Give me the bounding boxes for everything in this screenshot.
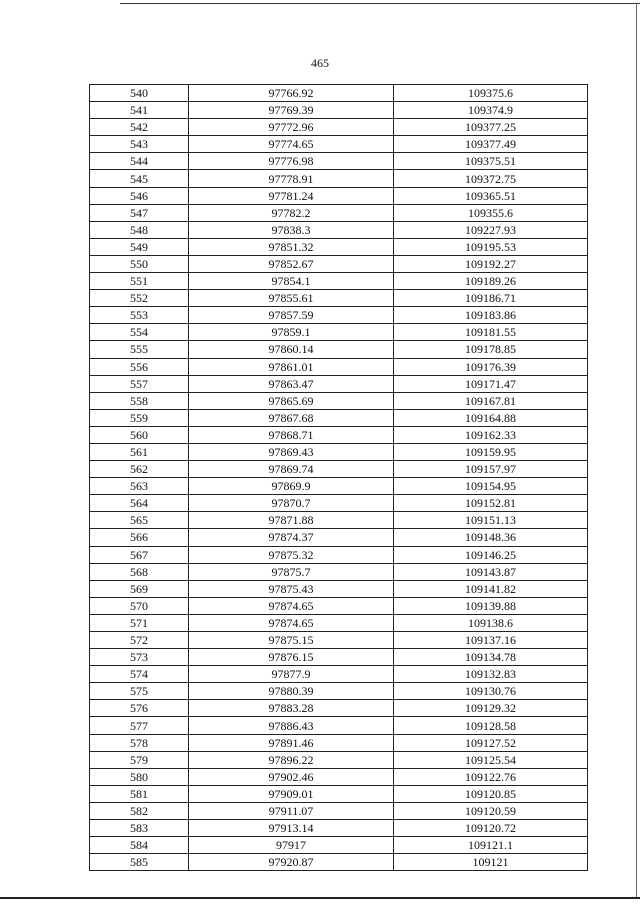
y-coordinate-cell: 109132.83 [394,666,588,683]
x-coordinate-cell: 97774.65 [189,136,394,153]
x-coordinate-cell: 97855.61 [189,290,394,307]
table-row [90,666,588,683]
point-number-cell: 556 [90,358,189,375]
x-coordinate-cell: 97869.9 [189,478,394,495]
table-row [90,751,588,768]
y-coordinate-cell: 109372.75 [394,170,588,187]
table-row [90,307,588,324]
point-number-cell: 558 [90,392,189,409]
table-row [90,153,588,170]
y-coordinate-cell: 109134.78 [394,649,588,666]
x-coordinate-cell: 97859.1 [189,324,394,341]
y-coordinate-cell: 109171.47 [394,375,588,392]
table-row [90,102,588,119]
point-number-cell: 557 [90,375,189,392]
table-row [90,734,588,751]
point-number-cell: 563 [90,478,189,495]
right-border-line [636,3,637,898]
x-coordinate-cell: 97886.43 [189,717,394,734]
point-number-cell: 546 [90,187,189,204]
point-number-cell: 568 [90,563,189,580]
point-number-cell: 584 [90,837,189,854]
y-coordinate-cell: 109377.49 [394,136,588,153]
x-coordinate-cell: 97875.32 [189,546,394,563]
table-row [90,136,588,153]
table-row [90,580,588,597]
table-row [90,546,588,563]
x-coordinate-cell: 97875.7 [189,563,394,580]
x-coordinate-cell: 97875.15 [189,632,394,649]
y-coordinate-cell: 109151.13 [394,512,588,529]
point-number-cell: 573 [90,649,189,666]
table-row [90,341,588,358]
y-coordinate-cell: 109129.32 [394,700,588,717]
y-coordinate-cell: 109375.6 [394,85,588,102]
point-number-cell: 570 [90,597,189,614]
x-coordinate-cell: 97778.91 [189,170,394,187]
point-number-cell: 566 [90,529,189,546]
table-row [90,563,588,580]
table-row [90,649,588,666]
table-row [90,683,588,700]
y-coordinate-cell: 109183.86 [394,307,588,324]
point-number-cell: 579 [90,751,189,768]
x-coordinate-cell: 97860.14 [189,341,394,358]
x-coordinate-cell: 97891.46 [189,734,394,751]
point-number-cell: 577 [90,717,189,734]
x-coordinate-cell: 97851.32 [189,238,394,255]
table-row [90,512,588,529]
point-number-cell: 582 [90,802,189,819]
x-coordinate-cell: 97880.39 [189,683,394,700]
x-coordinate-cell: 97876.15 [189,649,394,666]
x-coordinate-cell: 97857.59 [189,307,394,324]
y-coordinate-cell: 109148.36 [394,529,588,546]
y-coordinate-cell: 109154.95 [394,478,588,495]
x-coordinate-cell: 97917 [189,837,394,854]
table-row [90,358,588,375]
y-coordinate-cell: 109128.58 [394,717,588,734]
point-number-cell: 540 [90,85,189,102]
table-row [90,324,588,341]
table-row [90,597,588,614]
point-number-cell: 571 [90,614,189,631]
table-row [90,802,588,819]
x-coordinate-cell: 97782.2 [189,204,394,221]
table-row [90,837,588,854]
table-row [90,785,588,802]
table-row [90,221,588,238]
x-coordinate-cell: 97913.14 [189,820,394,837]
y-coordinate-cell: 109120.85 [394,785,588,802]
y-coordinate-cell: 109143.87 [394,563,588,580]
table-row [90,409,588,426]
point-number-cell: 562 [90,461,189,478]
y-coordinate-cell: 109186.71 [394,290,588,307]
y-coordinate-cell: 109365.51 [394,187,588,204]
point-number-cell: 545 [90,170,189,187]
point-number-cell: 560 [90,426,189,443]
x-coordinate-cell: 97838.3 [189,221,394,238]
y-coordinate-cell: 109121.1 [394,837,588,854]
point-number-cell: 552 [90,290,189,307]
y-coordinate-cell: 109195.53 [394,238,588,255]
table-row [90,854,588,871]
x-coordinate-cell: 97874.37 [189,529,394,546]
table-row [90,495,588,512]
table-row [90,255,588,272]
table-row [90,187,588,204]
table-row [90,119,588,136]
x-coordinate-cell: 97766.92 [189,85,394,102]
x-coordinate-cell: 97896.22 [189,751,394,768]
coordinate-table-body [90,85,588,871]
point-number-cell: 543 [90,136,189,153]
y-coordinate-cell: 109139.88 [394,597,588,614]
point-number-cell: 565 [90,512,189,529]
point-number-cell: 549 [90,238,189,255]
x-coordinate-cell: 97871.88 [189,512,394,529]
y-coordinate-cell: 109192.27 [394,255,588,272]
y-coordinate-cell: 109137.16 [394,632,588,649]
point-number-cell: 569 [90,580,189,597]
table-row [90,478,588,495]
table-row [90,700,588,717]
table-row [90,820,588,837]
x-coordinate-cell: 97902.46 [189,768,394,785]
point-number-cell: 580 [90,768,189,785]
table-row [90,238,588,255]
point-number-cell: 559 [90,409,189,426]
y-coordinate-cell: 109146.25 [394,546,588,563]
table-row [90,375,588,392]
y-coordinate-cell: 109157.97 [394,461,588,478]
table-row [90,768,588,785]
page-number: 465 [311,56,329,70]
x-coordinate-cell: 97870.7 [189,495,394,512]
top-border-line [120,3,640,4]
x-coordinate-cell: 97875.43 [189,580,394,597]
table-row [90,85,588,102]
point-number-cell: 551 [90,273,189,290]
x-coordinate-cell: 97776.98 [189,153,394,170]
y-coordinate-cell: 109120.72 [394,820,588,837]
x-coordinate-cell: 97883.28 [189,700,394,717]
x-coordinate-cell: 97769.39 [189,102,394,119]
point-number-cell: 564 [90,495,189,512]
x-coordinate-cell: 97874.65 [189,614,394,631]
x-coordinate-cell: 97909.01 [189,785,394,802]
point-number-cell: 553 [90,307,189,324]
y-coordinate-cell: 109121 [394,854,588,871]
x-coordinate-cell: 97852.67 [189,255,394,272]
table-row [90,273,588,290]
x-coordinate-cell: 97868.71 [189,426,394,443]
y-coordinate-cell: 109167.81 [394,392,588,409]
y-coordinate-cell: 109120.59 [394,802,588,819]
y-coordinate-cell: 109374.9 [394,102,588,119]
y-coordinate-cell: 109130.76 [394,683,588,700]
y-coordinate-cell: 109125.54 [394,751,588,768]
point-number-cell: 578 [90,734,189,751]
y-coordinate-cell: 109375.51 [394,153,588,170]
y-coordinate-cell: 109164.88 [394,409,588,426]
point-number-cell: 561 [90,443,189,460]
table-row [90,632,588,649]
y-coordinate-cell: 109355.6 [394,204,588,221]
x-coordinate-cell: 97781.24 [189,187,394,204]
table-row [90,529,588,546]
x-coordinate-cell: 97854.1 [189,273,394,290]
y-coordinate-cell: 109377.25 [394,119,588,136]
x-coordinate-cell: 97911.07 [189,802,394,819]
point-number-cell: 581 [90,785,189,802]
x-coordinate-cell: 97772.96 [189,119,394,136]
y-coordinate-cell: 109178.85 [394,341,588,358]
x-coordinate-cell: 97874.65 [189,597,394,614]
x-coordinate-cell: 97867.68 [189,409,394,426]
table-row [90,290,588,307]
x-coordinate-cell: 97869.43 [189,443,394,460]
table-row [90,426,588,443]
point-number-cell: 554 [90,324,189,341]
coordinate-table [89,84,588,871]
point-number-cell: 544 [90,153,189,170]
y-coordinate-cell: 109141.82 [394,580,588,597]
point-number-cell: 575 [90,683,189,700]
table-row [90,204,588,221]
x-coordinate-cell: 97865.69 [189,392,394,409]
point-number-cell: 555 [90,341,189,358]
point-number-cell: 583 [90,820,189,837]
point-number-cell: 547 [90,204,189,221]
point-number-cell: 585 [90,854,189,871]
point-number-cell: 550 [90,255,189,272]
x-coordinate-cell: 97861.01 [189,358,394,375]
y-coordinate-cell: 109122.76 [394,768,588,785]
point-number-cell: 542 [90,119,189,136]
y-coordinate-cell: 109138.6 [394,614,588,631]
point-number-cell: 574 [90,666,189,683]
table-row [90,614,588,631]
y-coordinate-cell: 109152.81 [394,495,588,512]
x-coordinate-cell: 97877.9 [189,666,394,683]
x-coordinate-cell: 97920.87 [189,854,394,871]
table-row [90,170,588,187]
x-coordinate-cell: 97869.74 [189,461,394,478]
y-coordinate-cell: 109127.52 [394,734,588,751]
y-coordinate-cell: 109189.26 [394,273,588,290]
bottom-border-line [0,897,640,899]
y-coordinate-cell: 109176.39 [394,358,588,375]
x-coordinate-cell: 97863.47 [189,375,394,392]
point-number-cell: 576 [90,700,189,717]
table-row [90,461,588,478]
point-number-cell: 572 [90,632,189,649]
point-number-cell: 548 [90,221,189,238]
table-row [90,392,588,409]
table-row [90,443,588,460]
y-coordinate-cell: 109227.93 [394,221,588,238]
y-coordinate-cell: 109181.55 [394,324,588,341]
point-number-cell: 567 [90,546,189,563]
table-row [90,717,588,734]
point-number-cell: 541 [90,102,189,119]
y-coordinate-cell: 109159.95 [394,443,588,460]
y-coordinate-cell: 109162.33 [394,426,588,443]
